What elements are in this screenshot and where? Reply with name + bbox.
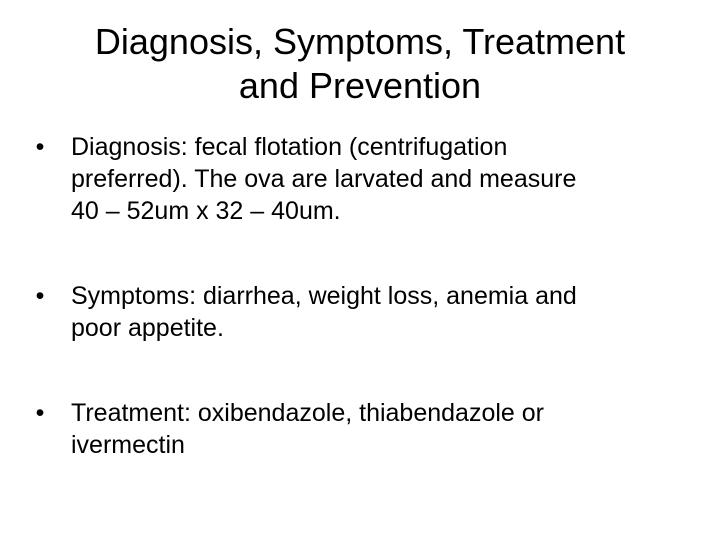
bullet-text-line: ivermectin [71,431,185,459]
bullet-text [71,131,680,227]
bullet-point-icon: • [35,282,45,310]
slide-title [40,20,680,108]
slide-title-line-1: Diagnosis, Symptoms, Treatment [94,21,626,62]
bullet-text [71,397,680,461]
bullet-diagnosis [30,131,680,227]
bullet-text-line: preferred). The ova are larvated and measure [71,165,577,193]
bullet-point-icon: • [35,399,45,427]
bullet-list [30,131,680,514]
bullet-text-line: Symptoms: diarrhea, weight loss, anemia and [71,282,577,310]
bullet-text-line: poor appetite. [71,314,224,342]
bullet-text-line: 40 – 52um x 32 – 40um. [71,197,341,225]
bullet-point-icon: • [35,133,45,161]
slide-title-line-2: and Prevention [238,65,482,106]
bullet-text-line: Diagnosis: fecal flotation (centrifugation [71,133,508,161]
bullet-text-line: Treatment: oxibendazole, thiabendazole or [71,399,544,427]
bullet-treatment [30,397,680,461]
bullet-symptoms [30,280,680,344]
bullet-text [71,280,680,344]
